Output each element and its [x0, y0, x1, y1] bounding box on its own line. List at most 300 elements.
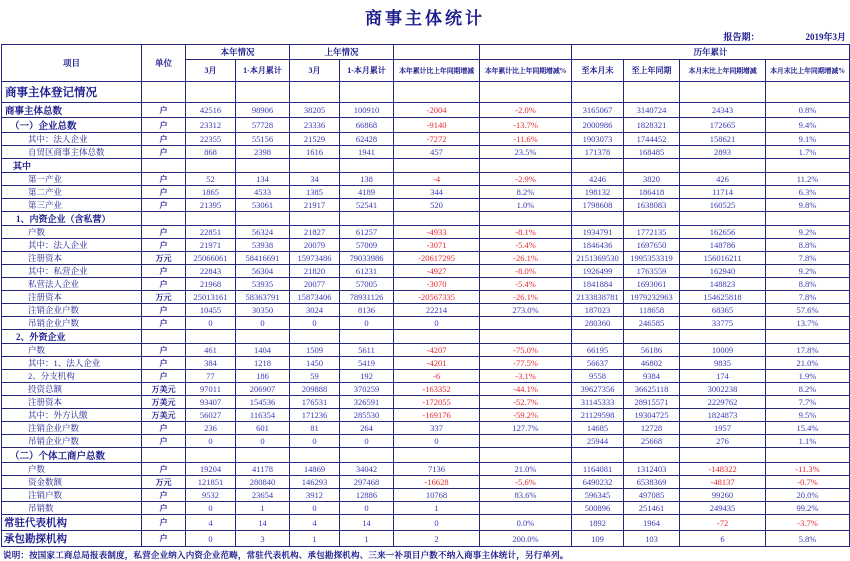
row-value: -20617295	[394, 252, 480, 265]
row-value: -48137	[680, 476, 766, 489]
row-value: 25944	[572, 435, 624, 448]
row-value: 21.0%	[480, 463, 572, 476]
col-header-cumulative-last: 1-本月累计	[340, 60, 394, 82]
row-label: 1、内资企业（含私营）	[2, 212, 142, 226]
row-value: 426	[680, 173, 766, 186]
table-row	[2, 515, 850, 531]
row-value: -5.4%	[480, 239, 572, 252]
row-value	[480, 435, 572, 448]
row-value: 7.8%	[766, 291, 850, 304]
row-value: -3070	[394, 278, 480, 291]
row-unit: 户	[142, 133, 186, 146]
row-value	[394, 82, 480, 103]
row-value: 57.6%	[766, 304, 850, 317]
row-value: -2004	[394, 103, 480, 118]
row-value: 8.8%	[766, 239, 850, 252]
row-value	[480, 330, 572, 344]
row-value: 7.7%	[766, 396, 850, 409]
row-value: 520	[394, 199, 480, 212]
table-row	[2, 133, 850, 146]
row-value: 596345	[572, 489, 624, 502]
row-value: -4207	[394, 344, 480, 357]
row-value: 56324	[236, 226, 290, 239]
row-value: 2398	[236, 146, 290, 159]
table-row	[2, 118, 850, 133]
row-value: 33775	[680, 317, 766, 330]
row-value: 19204	[186, 463, 236, 476]
row-value: 200.0%	[480, 531, 572, 547]
row-value: 0	[186, 531, 236, 547]
row-value: 56186	[624, 344, 680, 357]
row-value: 148823	[680, 278, 766, 291]
row-value: 19304725	[624, 409, 680, 422]
row-value: -16628	[394, 476, 480, 489]
row-value: 13.7%	[766, 317, 850, 330]
row-value: 187023	[572, 304, 624, 317]
table-row	[2, 383, 850, 396]
row-value: 384	[186, 357, 236, 370]
table-row	[2, 103, 850, 118]
row-value: 326591	[340, 396, 394, 409]
row-label: 投资总额	[2, 383, 142, 396]
row-value: 2151369530	[572, 252, 624, 265]
row-value: 1.7%	[766, 146, 850, 159]
table-row	[2, 448, 850, 463]
row-unit: 户	[142, 118, 186, 133]
row-value: 1	[290, 531, 340, 547]
row-value: 93407	[186, 396, 236, 409]
row-value: 198132	[572, 186, 624, 199]
row-value	[680, 159, 766, 173]
row-value: 20079	[290, 239, 340, 252]
col-header-yoy-diff: 本年累计比上年同期增减	[394, 60, 480, 82]
row-value: 249435	[680, 502, 766, 515]
row-value: 21129598	[572, 409, 624, 422]
row-label: 商事主体登记情况	[2, 82, 142, 103]
row-label: 户数	[2, 463, 142, 476]
row-value: 1763559	[624, 265, 680, 278]
statistics-table	[1, 44, 850, 547]
row-value: 62428	[340, 133, 394, 146]
row-value: -11.3%	[766, 463, 850, 476]
row-value: 4246	[572, 173, 624, 186]
row-label: （二）个体工商户总数	[2, 448, 142, 463]
row-value: -163352	[394, 383, 480, 396]
row-value: 1964	[624, 515, 680, 531]
row-value: 34042	[340, 463, 394, 476]
row-value: 0	[290, 435, 340, 448]
row-value: 273.0%	[480, 304, 572, 317]
row-value: 41178	[236, 463, 290, 476]
table-row	[2, 239, 850, 252]
row-value: 22355	[186, 133, 236, 146]
row-value	[624, 448, 680, 463]
row-value: 14	[340, 515, 394, 531]
row-value: 8.8%	[766, 278, 850, 291]
table-row	[2, 409, 850, 422]
row-value: 46802	[624, 357, 680, 370]
row-value: 6538369	[624, 476, 680, 489]
table-row	[2, 476, 850, 489]
row-value	[186, 330, 236, 344]
row-unit: 户	[142, 173, 186, 186]
row-value	[236, 330, 290, 344]
row-value	[236, 212, 290, 226]
row-value: 280360	[572, 317, 624, 330]
col-header-month-last: 3月	[290, 60, 340, 82]
row-unit	[142, 212, 186, 226]
row-unit: 户	[142, 502, 186, 515]
row-unit: 户	[142, 370, 186, 383]
row-value	[394, 448, 480, 463]
row-value: 31145333	[572, 396, 624, 409]
row-value: 160525	[680, 199, 766, 212]
row-value: 25013161	[186, 291, 236, 304]
row-value: 7136	[394, 463, 480, 476]
row-value: 7.8%	[766, 252, 850, 265]
row-value: -59.2%	[480, 409, 572, 422]
row-value: -72	[680, 515, 766, 531]
row-value: 497085	[624, 489, 680, 502]
row-value: 79033986	[340, 252, 394, 265]
row-label: 其中	[2, 159, 142, 173]
row-value: 158621	[680, 133, 766, 146]
row-value: 3165067	[572, 103, 624, 118]
row-value: 171378	[572, 146, 624, 159]
row-value: 1995353319	[624, 252, 680, 265]
row-value: 5419	[340, 357, 394, 370]
row-value: 109	[572, 531, 624, 547]
row-value: 83.6%	[480, 489, 572, 502]
row-unit: 万元	[142, 291, 186, 304]
row-value: 457	[394, 146, 480, 159]
row-label: 注销户数	[2, 489, 142, 502]
row-value: -7272	[394, 133, 480, 146]
row-value: 9.2%	[766, 226, 850, 239]
table-row	[2, 278, 850, 291]
row-value: 344	[394, 186, 480, 199]
report-period-value: 2019年3月	[805, 32, 846, 42]
row-value: 6.3%	[766, 186, 850, 199]
row-value: 3024	[290, 304, 340, 317]
row-value	[766, 82, 850, 103]
col-header-to-month-end: 至本月末	[572, 60, 624, 82]
row-value: -8.1%	[480, 226, 572, 239]
row-label: 资金数额	[2, 476, 142, 489]
row-value: 11714	[680, 186, 766, 199]
header-group-row	[2, 45, 850, 60]
row-value: 2893	[680, 146, 766, 159]
row-value: 1509	[290, 344, 340, 357]
row-unit: 户	[142, 515, 186, 531]
row-value	[766, 330, 850, 344]
row-value	[624, 212, 680, 226]
row-value: 66195	[572, 344, 624, 357]
row-value: 0.0%	[480, 515, 572, 531]
row-unit: 户	[142, 103, 186, 118]
row-value: 1934791	[572, 226, 624, 239]
row-value: 1941	[340, 146, 394, 159]
row-value	[480, 212, 572, 226]
row-value: 0	[186, 317, 236, 330]
row-value: 1798608	[572, 199, 624, 212]
row-value: 9.2%	[766, 265, 850, 278]
page-title: 商事主体统计	[365, 9, 485, 28]
row-value: 66868	[340, 118, 394, 133]
row-value: 4533	[236, 186, 290, 199]
row-value: 0	[290, 317, 340, 330]
row-unit: 万美元	[142, 396, 186, 409]
row-value: -2.0%	[480, 103, 572, 118]
row-value	[680, 212, 766, 226]
row-value	[680, 448, 766, 463]
row-unit: 户	[142, 422, 186, 435]
table-row	[2, 199, 850, 212]
row-value: 186	[236, 370, 290, 383]
row-value: 57728	[236, 118, 290, 133]
row-value: 146293	[290, 476, 340, 489]
row-value: 15873406	[290, 291, 340, 304]
row-value: 118658	[624, 304, 680, 317]
row-unit: 户	[142, 357, 186, 370]
row-value: 176531	[290, 396, 340, 409]
row-value: 22843	[186, 265, 236, 278]
row-unit	[142, 330, 186, 344]
row-value	[236, 82, 290, 103]
row-value: 17.8%	[766, 344, 850, 357]
row-value: 1865	[186, 186, 236, 199]
row-value: 1892	[572, 515, 624, 531]
row-value: 14869	[290, 463, 340, 476]
row-value: 276	[680, 435, 766, 448]
row-value: 174	[680, 370, 766, 383]
row-label: 注册资本	[2, 252, 142, 265]
row-value: 601	[236, 422, 290, 435]
row-value: 56027	[186, 409, 236, 422]
row-value: 1218	[236, 357, 290, 370]
row-value: 297468	[340, 476, 394, 489]
row-value: 1312403	[624, 463, 680, 476]
row-value: 20077	[290, 278, 340, 291]
row-value: 154625818	[680, 291, 766, 304]
row-value: 1404	[236, 344, 290, 357]
row-value: 246585	[624, 317, 680, 330]
row-value	[480, 82, 572, 103]
row-value: 21971	[186, 239, 236, 252]
row-value: 21968	[186, 278, 236, 291]
row-value: 24343	[680, 103, 766, 118]
row-unit: 万美元	[142, 409, 186, 422]
row-value	[340, 330, 394, 344]
table-row	[2, 173, 850, 186]
row-value: 52	[186, 173, 236, 186]
table-row	[2, 226, 850, 239]
row-value: 264	[340, 422, 394, 435]
row-value: -26.1%	[480, 291, 572, 304]
row-value: 0	[340, 317, 394, 330]
row-value: 23312	[186, 118, 236, 133]
table-row	[2, 186, 850, 199]
row-unit	[142, 82, 186, 103]
row-label: 第一产业	[2, 173, 142, 186]
row-value: 3820	[624, 173, 680, 186]
row-value: -4927	[394, 265, 480, 278]
row-label: 私营法人企业	[2, 278, 142, 291]
row-value: 0	[186, 502, 236, 515]
row-value: 59	[290, 370, 340, 383]
row-value: -3.7%	[766, 515, 850, 531]
row-value: 172665	[680, 118, 766, 133]
row-label: 2、分支机构	[2, 370, 142, 383]
row-value: 25066061	[186, 252, 236, 265]
row-value: 58416691	[236, 252, 290, 265]
row-value	[236, 448, 290, 463]
row-value: 209888	[290, 383, 340, 396]
row-value: 5611	[340, 344, 394, 357]
row-value: 99.2%	[766, 502, 850, 515]
row-value	[624, 82, 680, 103]
row-value: -77.5%	[480, 357, 572, 370]
row-value: 461	[186, 344, 236, 357]
row-label: 注册资本	[2, 396, 142, 409]
row-value: 3002238	[680, 383, 766, 396]
row-value: 168485	[624, 146, 680, 159]
row-label: 其中：外方认缴	[2, 409, 142, 422]
col-header-end-pct: 本月末比上年同期增减%	[766, 60, 850, 82]
row-value: -4933	[394, 226, 480, 239]
row-value: 280840	[236, 476, 290, 489]
row-label: 自贸区商事主体总数	[2, 146, 142, 159]
row-label: 商事主体总数	[2, 103, 142, 118]
row-value: 1903073	[572, 133, 624, 146]
row-value: 3140724	[624, 103, 680, 118]
col-header-to-last-period: 至上年同期	[624, 60, 680, 82]
report-period-label: 报告期：	[723, 32, 760, 42]
table-row	[2, 159, 850, 173]
row-value: -44.1%	[480, 383, 572, 396]
row-value: -3071	[394, 239, 480, 252]
row-value	[290, 212, 340, 226]
row-value: 0	[236, 317, 290, 330]
report-period-line	[0, 29, 850, 44]
row-value: 15973486	[290, 252, 340, 265]
row-value: -169176	[394, 409, 480, 422]
row-value: 0	[394, 317, 480, 330]
row-label: 2、外资企业	[2, 330, 142, 344]
row-value: 127.7%	[480, 422, 572, 435]
row-value: 81	[290, 422, 340, 435]
row-value	[340, 82, 394, 103]
row-value: 21827	[290, 226, 340, 239]
table-row	[2, 82, 850, 103]
row-value: 77	[186, 370, 236, 383]
row-value: 1697650	[624, 239, 680, 252]
row-value: 21.0%	[766, 357, 850, 370]
row-label: 注销企业户数	[2, 304, 142, 317]
row-value: 38205	[290, 103, 340, 118]
row-value: 78931126	[340, 291, 394, 304]
row-value: 5.8%	[766, 531, 850, 547]
row-value: 1.0%	[480, 199, 572, 212]
row-value: 25668	[624, 435, 680, 448]
row-value	[290, 330, 340, 344]
row-label: 户数	[2, 226, 142, 239]
row-value: 22851	[186, 226, 236, 239]
row-value: 9558	[572, 370, 624, 383]
row-unit: 户	[142, 186, 186, 199]
table-row	[2, 291, 850, 304]
row-value: -4201	[394, 357, 480, 370]
row-value	[624, 159, 680, 173]
table-row	[2, 435, 850, 448]
row-label: 第三产业	[2, 199, 142, 212]
row-value: -9140	[394, 118, 480, 133]
table-row	[2, 489, 850, 502]
row-value	[480, 159, 572, 173]
row-value: 22214	[394, 304, 480, 317]
row-value: 162940	[680, 265, 766, 278]
row-value: 1824873	[680, 409, 766, 422]
row-label: 注销企业户数	[2, 422, 142, 435]
row-unit: 户	[142, 304, 186, 317]
row-value: 9532	[186, 489, 236, 502]
row-value: 68365	[680, 304, 766, 317]
row-value: -6	[394, 370, 480, 383]
table-body	[2, 82, 850, 547]
row-value: 1926499	[572, 265, 624, 278]
row-value: 868	[186, 146, 236, 159]
row-value: 206907	[236, 383, 290, 396]
row-value: 2	[394, 531, 480, 547]
row-value: 2133838781	[572, 291, 624, 304]
row-value: -3.1%	[480, 370, 572, 383]
row-value: 1	[394, 502, 480, 515]
row-value: -148322	[680, 463, 766, 476]
row-value: 6	[680, 531, 766, 547]
row-value: 23654	[236, 489, 290, 502]
row-value: 0	[236, 435, 290, 448]
row-value: 10768	[394, 489, 480, 502]
table-row	[2, 422, 850, 435]
col-group-spacer-1	[394, 45, 480, 60]
table-row	[2, 463, 850, 476]
row-value: 98906	[236, 103, 290, 118]
row-value: 1450	[290, 357, 340, 370]
row-value: -20567335	[394, 291, 480, 304]
col-header-month: 3月	[186, 60, 236, 82]
row-value	[290, 448, 340, 463]
row-value	[186, 448, 236, 463]
row-value	[766, 159, 850, 173]
row-value: 61257	[340, 226, 394, 239]
row-value	[186, 212, 236, 226]
row-label: 承包勘探机构	[2, 531, 142, 547]
row-value: 42516	[186, 103, 236, 118]
row-value: 2000986	[572, 118, 624, 133]
row-value: 20.0%	[766, 489, 850, 502]
row-value: -75.0%	[480, 344, 572, 357]
row-label: 吊销企业户数	[2, 317, 142, 330]
row-label: 其中：法人企业	[2, 133, 142, 146]
row-unit: 万元	[142, 252, 186, 265]
row-value: -26.1%	[480, 252, 572, 265]
row-value: 1.9%	[766, 370, 850, 383]
row-value: 1957	[680, 422, 766, 435]
row-value: 4189	[340, 186, 394, 199]
row-value: 21395	[186, 199, 236, 212]
row-value: 97011	[186, 383, 236, 396]
row-value	[394, 159, 480, 173]
